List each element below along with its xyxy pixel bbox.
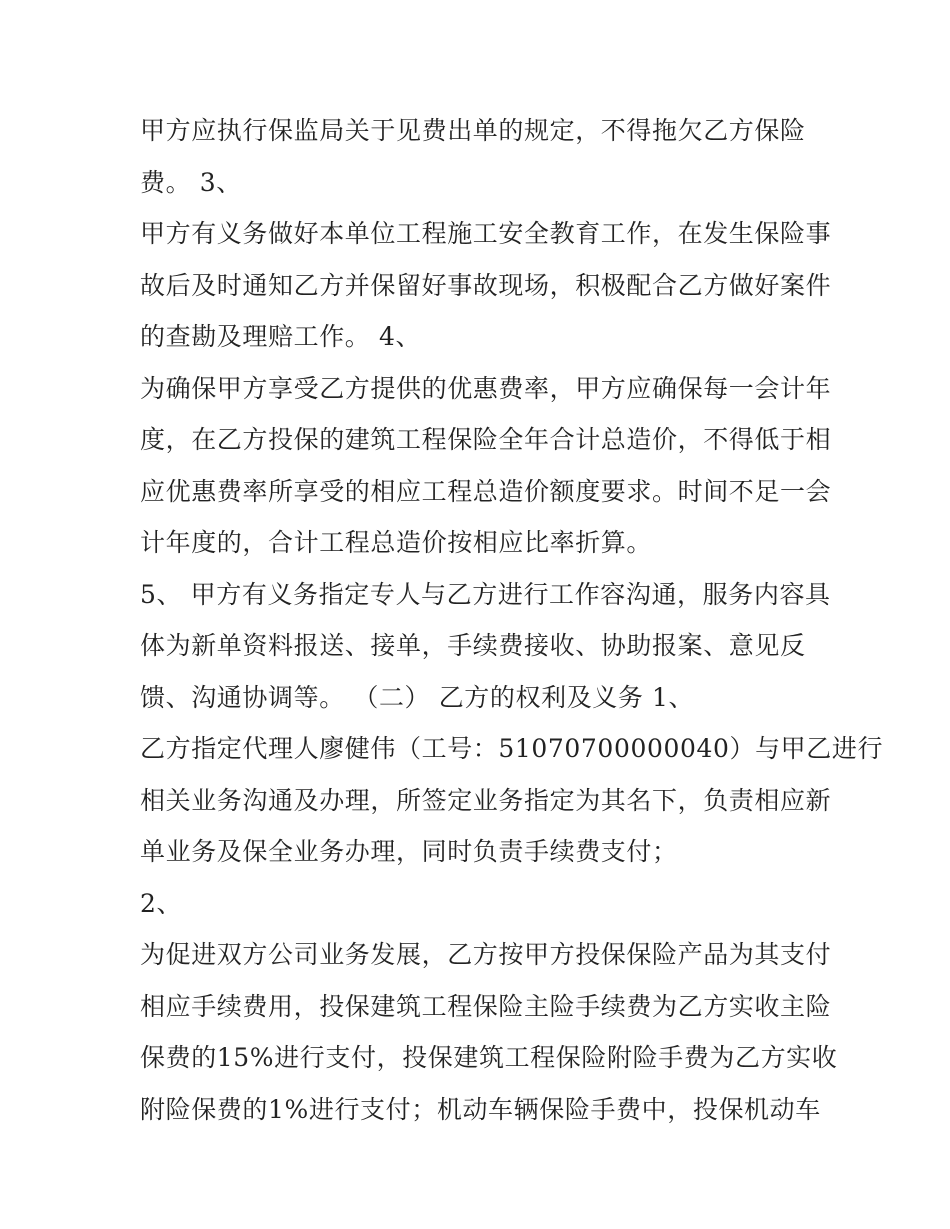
text-line: 为确保甲方享受乙方提供的优惠费率，甲方应确保每一会计年 bbox=[140, 373, 832, 403]
text-line: 相应手续费用，投保建筑工程保险主险手续费为乙方实收主险 bbox=[140, 991, 832, 1021]
text-line: 费。 3、 bbox=[140, 167, 242, 197]
text-line: 甲方有义务做好本单位工程施工安全教育工作，在发生保险事 bbox=[140, 219, 832, 248]
text-line: 保费的15%进行支付，投保建筑工程保险附险手费为乙方实收 bbox=[140, 1043, 838, 1072]
text-line: 故后及时通知乙方并保留好事故现场，积极配合乙方做好案件 bbox=[140, 270, 832, 300]
text-line: 甲方应执行保监局关于见费出单的规定，不得拖欠乙方保险 bbox=[140, 116, 806, 145]
text-line: 2、 bbox=[140, 888, 183, 918]
text-line: 计年度的，合计工程总造价按相应比率折算。 bbox=[140, 528, 653, 557]
text-line: 附险保费的1%进行支付；机动车辆保险手费中，投保机动车 bbox=[140, 1094, 821, 1124]
text-line: 的查勘及理赔工作。 4、 bbox=[140, 322, 422, 351]
text-line: 5、 甲方有义务指定专人与乙方进行工作容沟通，服务内容具 bbox=[140, 579, 831, 609]
text-line: 相关业务沟通及办理，所签定业务指定为其名下，负责相应新 bbox=[140, 785, 832, 815]
text-line: 应优惠费率所享受的相应工程总造价额度要求。时间不足一会 bbox=[140, 476, 832, 506]
text-line: 度，在乙方投保的建筑工程保险全年合计总造价，不得低于相 bbox=[140, 425, 832, 454]
text-line: 为促进双方公司业务发展，乙方按甲方投保保险产品为其支付 bbox=[140, 940, 832, 969]
text-line: 乙方指定代理人廖健伟（工号：51070700000040）与甲乙进行 bbox=[140, 734, 884, 763]
document-body bbox=[140, 105, 884, 1135]
text-line: 馈、沟通协调等。 （二） 乙方的权利及义务 1、 bbox=[140, 682, 695, 712]
text-line: 体为新单资料报送、接单，手续费接收、协助报案、意见反 bbox=[140, 631, 806, 660]
text-line: 单业务及保全业务办理，同时负责手续费支付； bbox=[140, 837, 678, 866]
